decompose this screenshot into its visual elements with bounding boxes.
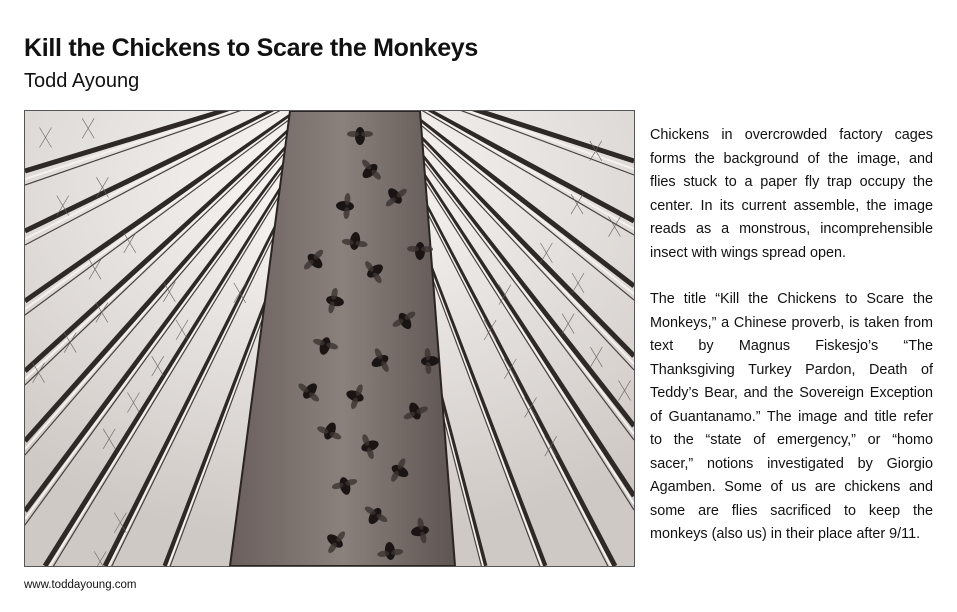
author-name: Todd Ayoung	[24, 70, 140, 92]
page-title: Kill the Chickens to Scare the Monkeys	[24, 34, 479, 62]
website-url: www.toddayoung.com	[24, 579, 137, 591]
artwork-image	[24, 110, 635, 567]
flies-and-cages-photo	[25, 111, 634, 566]
paragraph-2: The title “Kill the Chickens to Scare the Monkeys,” a Chinese proverb, is taken from text by Magnus Fiskesjo’s “The Thanksgiving Turkey Pardon, Death of Teddy’s Bear, and the Sovereign Exception of Guantanamo.” The image and title refer to the “state of emergency,” or “homo sacer,” notions investigated by Giorgio Agamben. Some of us are chickens and some are flies sacrificed to keep the monkeys (also us) in their place after 9/11.	[650, 291, 933, 542]
description-text	[650, 124, 933, 570]
paragraph-1: Chickens in overcrowded factory cages forms the background of the image, and flies stuck to a paper fly trap occupy the center. In its current assemble, the image reads as a monstrous, incomprehensible insect with wings spread open.	[650, 127, 933, 261]
